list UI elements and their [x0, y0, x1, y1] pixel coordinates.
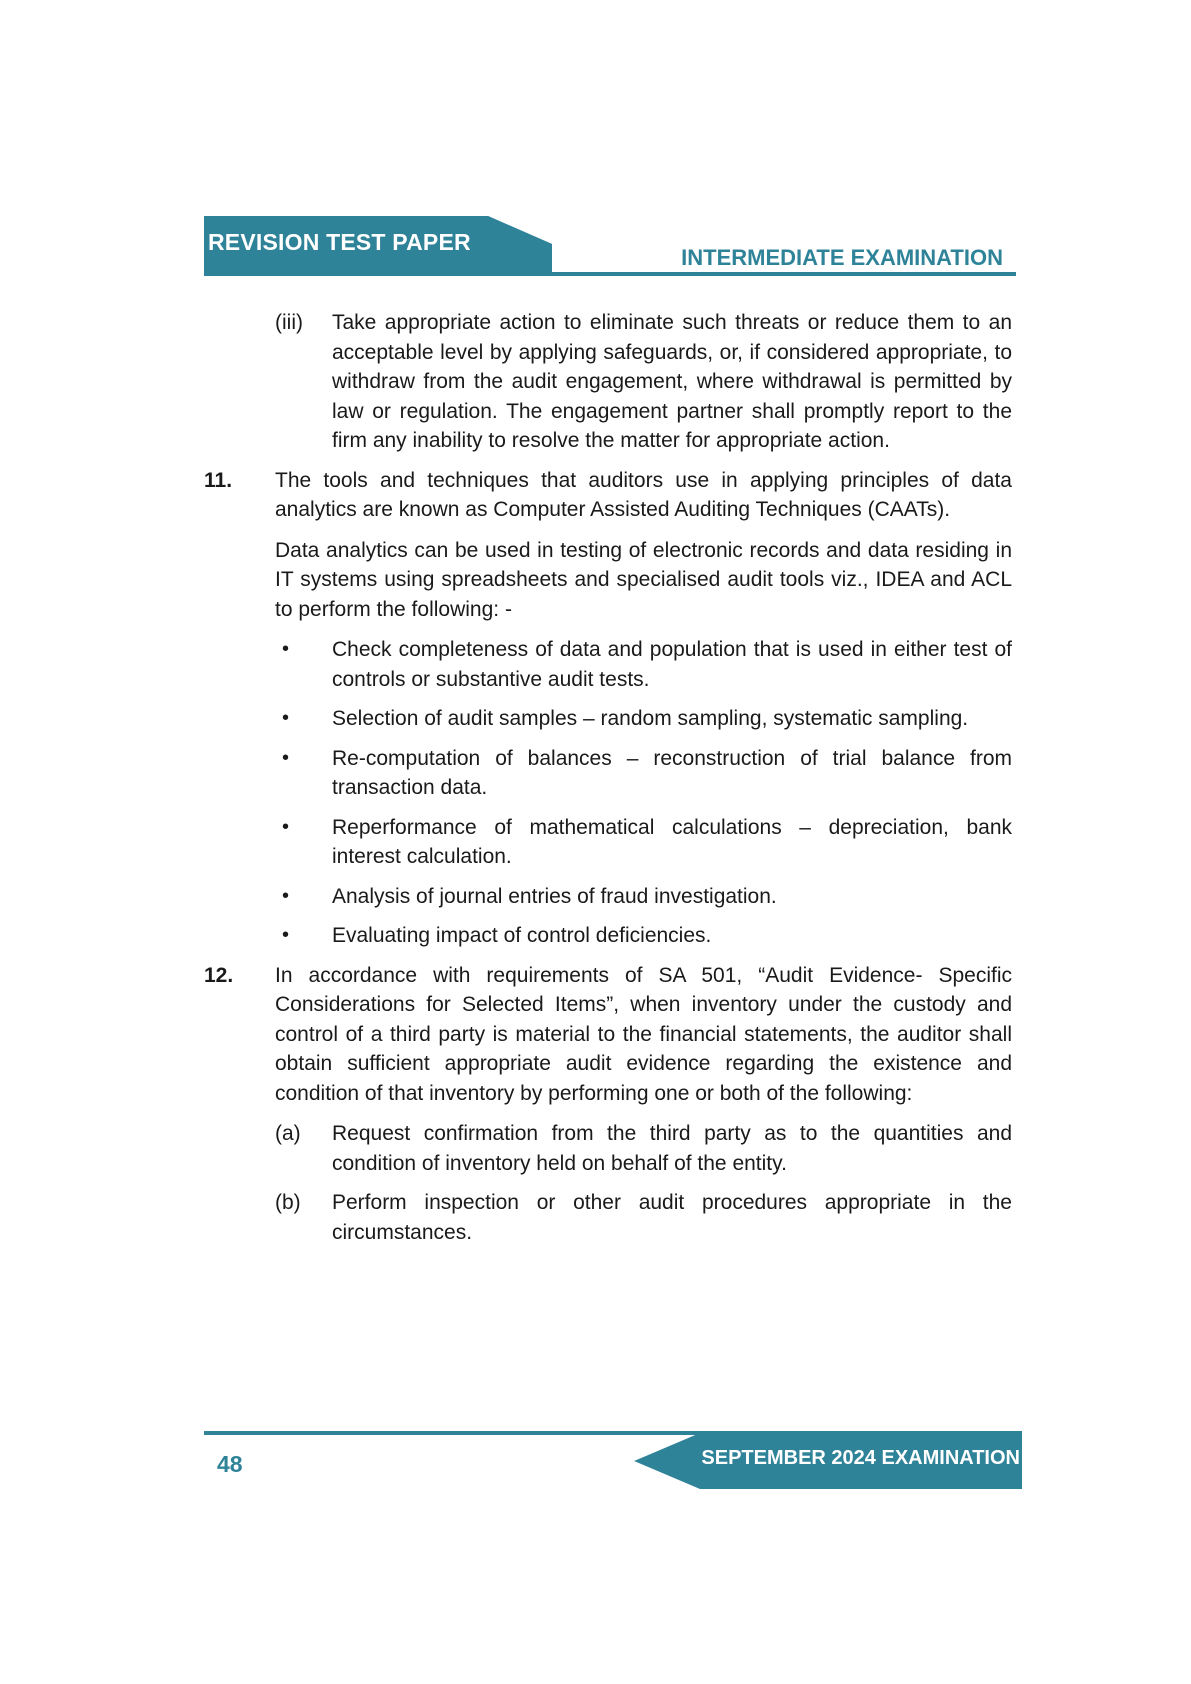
- list-marker: (iii): [275, 311, 303, 334]
- list-item-iii: [275, 308, 1012, 456]
- header-rule: [204, 272, 1016, 276]
- footer-exam-session: SEPTEMBER 2024 EXAMINATION: [701, 1447, 1020, 1469]
- bullet-text: Analysis of journal entries of fraud investigation.: [332, 884, 777, 908]
- bullet-item: [282, 882, 1012, 912]
- bullet-text: Re-computation of balances – reconstruction of trial balance from transaction data.: [332, 746, 1012, 799]
- list-marker: (b): [275, 1191, 301, 1214]
- bullet-text: Evaluating impact of control deficiencies.: [332, 924, 712, 947]
- bullet-item: [282, 704, 1012, 734]
- bullet-item: [282, 635, 1012, 694]
- bullet-icon: •: [282, 638, 290, 660]
- list-item-b: [275, 1188, 1012, 1247]
- header-banner-title: REVISION TEST PAPER: [208, 229, 471, 255]
- bullet-item: [282, 921, 1012, 951]
- list-item-text: Request confirmation from the third party as to the quantities and condition of inventory held on behalf of the entity.: [332, 1122, 1012, 1175]
- question-11-paragraph: Data analytics can be used in testing of electronic records and data residing in IT systems using spreadsheets and specialised audit tools viz., IDEA and ACL to perform the following: -: [275, 538, 1012, 621]
- list-item-a: [275, 1119, 1012, 1178]
- bullet-icon: •: [282, 815, 290, 838]
- bullet-icon: •: [282, 924, 290, 946]
- bullet-text: Reperformance of mathematical calculations – depreciation, bank interest calculation.: [332, 815, 1012, 868]
- list-item-text: Take appropriate action to eliminate such threats or reduce them to an acceptable level by applying safeguards, or, if considered appropriate, to withdraw from the audit engagement, where withdrawal is permitted by law or regulation. The engagement partner shall promptly report to the firm any inability to resolve the matter for appropriate action.: [332, 311, 1012, 452]
- document-body: [204, 308, 1012, 1257]
- bullet-icon: •: [282, 707, 290, 729]
- page-number: 48: [217, 1451, 243, 1477]
- header-banner: [204, 216, 552, 276]
- bullet-text: Check completeness of data and population that is used in either test of controls or substantive audit tests.: [332, 638, 1012, 691]
- bullet-text: Selection of audit samples – random sampling, systematic sampling.: [332, 707, 969, 730]
- question-intro: The tools and techniques that auditors use in applying principles of data analytics are known as Computer Assisted Auditing Techniques (CAATs).: [275, 468, 1012, 521]
- header-exam-title: INTERMEDIATE EXAMINATION: [681, 245, 1003, 270]
- question-11: [204, 466, 1012, 525]
- list-marker: (a): [275, 1122, 301, 1145]
- list-item-text: Perform inspection or other audit procedures appropriate in the circumstances.: [332, 1191, 1012, 1244]
- question-intro: In accordance with requirements of SA 501, “Audit Evidence- Specific Considerations for Selected Items”, when inventory under the custody and control of a third party is material to the financial statements, the auditor shall obtain sufficient appropriate audit evidence regarding the existence and condition of that inventory by performing one or both of the following:: [275, 963, 1012, 1105]
- footer-banner: [634, 1431, 1022, 1489]
- question-number: 11.: [204, 468, 233, 492]
- question-12: [204, 961, 1012, 1109]
- bullet-icon: •: [282, 746, 290, 769]
- bullet-item: [282, 744, 1012, 803]
- bullet-icon: •: [282, 884, 290, 907]
- question-number: 12.: [204, 963, 234, 987]
- bullet-item: [282, 813, 1012, 872]
